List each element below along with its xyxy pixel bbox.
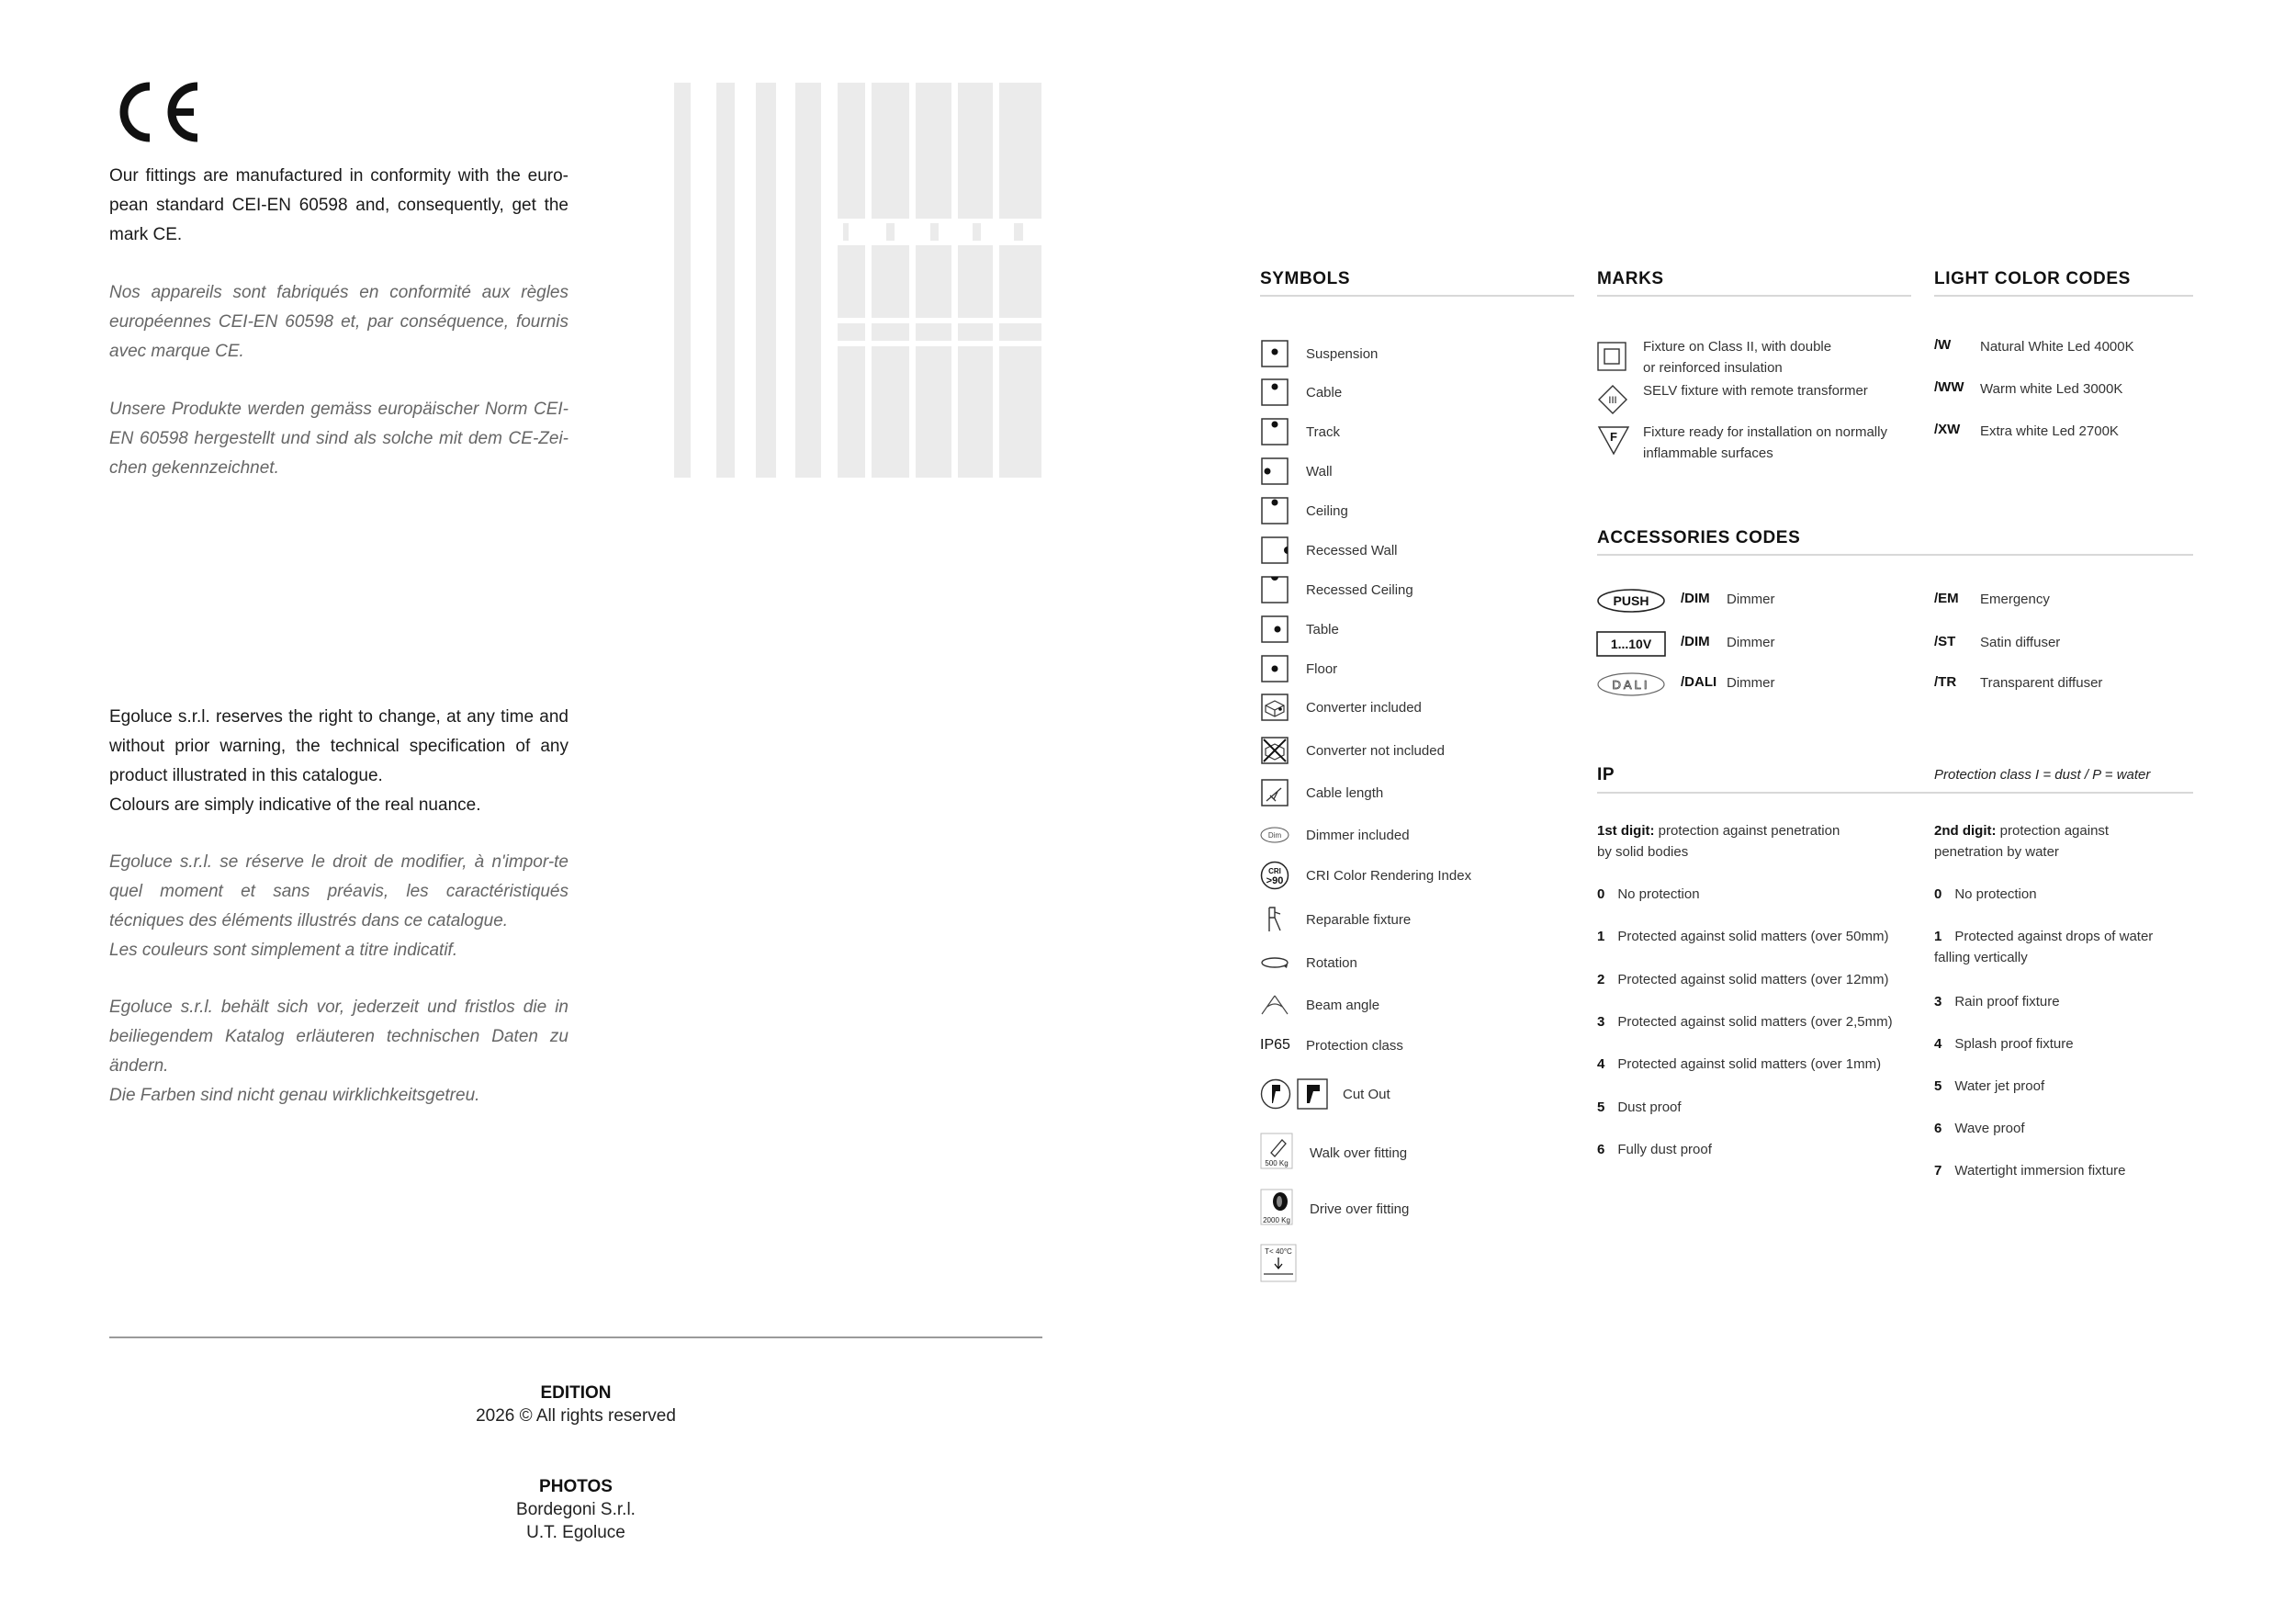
accessory-code: /DIM — [1681, 591, 1710, 606]
symbol-row: Recessed Ceiling — [1260, 575, 1413, 604]
accessory-desc: Satin diffuser — [1980, 635, 2061, 650]
push-badge-icon — [1596, 588, 1666, 614]
intro-english: Our fittings are manufactured in conformity with the euro-pean standard CEI-EN 60598 and, consequently, get the mark CE. — [109, 166, 568, 244]
ip65-icon: IP65 — [1260, 1037, 1290, 1053]
symbol-row: Cable — [1260, 378, 1342, 407]
accessories-title: ACCESSORIES CODES — [1597, 528, 1801, 547]
light-code: /XW — [1934, 422, 1961, 437]
symbol-row: Cut Out — [1260, 1079, 1390, 1109]
ip-first-row: 0 No protection — [1597, 886, 1700, 902]
symbol-row: Wall — [1260, 457, 1333, 486]
ip-first-row: 2 Protected against solid matters (over 12mm) — [1597, 972, 1889, 987]
beam-angle-icon — [1260, 990, 1289, 1020]
symbol-row — [1260, 1246, 1313, 1284]
light-code: /W — [1934, 337, 1952, 353]
ip-second-row: 3 Rain proof fixture — [1934, 994, 2060, 1009]
walk-over-icon — [1260, 1133, 1293, 1174]
symbol-row: Ceiling — [1260, 496, 1348, 525]
temperature-icon — [1260, 1244, 1297, 1287]
accessory-desc: Transparent diffuser — [1980, 675, 2103, 691]
class-ii-icon — [1597, 342, 1626, 371]
1-10v-badge-icon — [1596, 631, 1666, 657]
symbol-row: CRI >90 CRI Color Rendering Index — [1260, 861, 1471, 890]
converter-included-icon — [1260, 693, 1289, 722]
wall-icon — [1260, 457, 1289, 486]
selv-icon — [1597, 384, 1628, 415]
ip-second-row: 4 Splash proof fixture — [1934, 1036, 2074, 1052]
symbol-row: Table — [1260, 615, 1339, 644]
symbol-row: Beam angle — [1260, 990, 1379, 1020]
svg-text:2000 Kg: 2000 Kg — [1263, 1215, 1290, 1224]
svg-text:DALI: DALI — [1612, 678, 1650, 692]
dimmer-included-icon — [1260, 820, 1289, 850]
dali-badge-icon — [1596, 671, 1666, 697]
recessed-wall-icon — [1260, 536, 1289, 565]
ip-rule — [1597, 792, 2193, 794]
f-mark-text: Fixture ready for installation on normally inflammable surfaces — [1643, 424, 1887, 461]
marks-title: MARKS — [1597, 269, 1664, 288]
intro-german: Unsere Produkte werden gemäss europäischer Norm CEI-EN 60598 hergestellt und sind als solche mit dem CE-Zei-chen gekennzeichnet. — [109, 400, 568, 478]
recessed-ceiling-icon — [1260, 575, 1289, 604]
ip-first-row: 5 Dust proof — [1597, 1100, 1682, 1115]
ip-first-row: 3 Protected against solid matters (over 2,5mm) — [1597, 1014, 1893, 1030]
cable-icon — [1260, 378, 1289, 407]
accessory-code: /TR — [1934, 674, 1957, 690]
symbol-row: 2000 Kg Drive over fitting — [1260, 1190, 1409, 1227]
symbol-row: Dim Dimmer included — [1260, 820, 1410, 850]
marks-rule — [1597, 295, 1911, 297]
suspension-icon — [1260, 339, 1289, 368]
accessory-code: /DIM — [1681, 634, 1710, 649]
light-code-desc: Natural White Led 4000K — [1980, 339, 2134, 355]
ip-second-row: 7 Watertight immersion fixture — [1934, 1163, 2126, 1179]
table-icon — [1260, 615, 1289, 644]
cri-icon — [1260, 861, 1289, 890]
symbol-row: 500 Kg Walk over fitting — [1260, 1134, 1407, 1171]
svg-text:500 Kg: 500 Kg — [1265, 1158, 1289, 1167]
symbol-row: Converter not included — [1260, 736, 1445, 765]
light-code-desc: Warm white Led 3000K — [1980, 381, 2123, 397]
photos-block — [109, 1475, 1042, 1544]
svg-text:F: F — [1610, 430, 1617, 444]
accessory-code: /EM — [1934, 591, 1959, 606]
rotation-icon — [1260, 948, 1289, 977]
reparable-fixture-icon — [1260, 905, 1289, 934]
ip-second-row: 5 Water jet proof — [1934, 1078, 2045, 1094]
ip-second-digit-heading: 2nd digit: protection against penetration by water — [1934, 823, 2110, 860]
svg-text:III: III — [1608, 395, 1617, 406]
symbol-row: Suspension — [1260, 339, 1378, 368]
symbol-row: Reparable fixture — [1260, 905, 1411, 934]
rights-french: Egoluce s.r.l. se réserve le droit de modifier, à n'impor-te quel moment et sans préavis, les caractéristiqués técniques des éléments illustrés dans ce catalogue. Les couleurs sont simplement a titre indicatif. — [109, 852, 568, 960]
photos-line2: U.T. Egoluce — [526, 1523, 625, 1542]
ip-title: IP — [1597, 765, 1615, 784]
symbol-row: Recessed Wall — [1260, 536, 1397, 565]
accessory-desc: Emergency — [1980, 592, 2050, 607]
symbol-row: Floor — [1260, 654, 1337, 683]
rights-english: Egoluce s.r.l. reserves the right to change, at any time and without prior warning, the technical specification of any product illustrated in this catalogue. Colours are simply indicative of the real nuance. — [109, 707, 568, 815]
ip-first-row: 4 Protected against solid matters (over 1mm) — [1597, 1056, 1882, 1072]
ip-second-row: 6 Wave proof — [1934, 1121, 2025, 1136]
symbol-row: IP65 Protection class — [1260, 1037, 1403, 1054]
track-icon — [1260, 417, 1289, 446]
intro-french: Nos appareils sont fabriqués en conformité aux règles européennes CEI-EN 60598 et, par conséquence, fournis avec marque CE. — [109, 283, 568, 361]
edition-block — [109, 1382, 1042, 1427]
accessory-desc: Dimmer — [1727, 635, 1775, 650]
accessory-code: /ST — [1934, 634, 1956, 649]
cable-length-icon — [1260, 778, 1289, 807]
ip-second-row: 1 Protected against drops of water falling vertically — [1934, 929, 2154, 965]
accessories-rule — [1597, 554, 2193, 556]
svg-text:1...10V: 1...10V — [1610, 637, 1652, 651]
light-code-desc: Extra white Led 2700K — [1980, 423, 2119, 439]
light-code: /WW — [1934, 379, 1964, 395]
symbol-row: Rotation — [1260, 948, 1357, 977]
ip-first-digit-heading: 1st digit: protection against penetration by solid bodies — [1597, 823, 1840, 860]
svg-text:PUSH: PUSH — [1613, 593, 1649, 608]
selv-text: SELV fixture with remote transformer — [1643, 383, 1868, 399]
accessory-desc: Dimmer — [1727, 675, 1775, 691]
edition-title: EDITION — [540, 1383, 612, 1403]
svg-text:>90: >90 — [1266, 875, 1284, 886]
ip-note: Protection class I = dust / P = water — [1934, 767, 2151, 783]
ip-second-row: 0 No protection — [1934, 886, 2037, 902]
ip-first-row: 6 Fully dust proof — [1597, 1142, 1712, 1157]
converter-not-included-icon — [1260, 736, 1289, 765]
symbols-rule — [1260, 295, 1574, 297]
edition-text: 2026 © All rights reserved — [476, 1406, 676, 1426]
divider — [109, 1336, 1042, 1338]
cut-out-icon — [1260, 1078, 1328, 1110]
symbols-title: SYMBOLS — [1260, 269, 1351, 288]
ip-first-row: 1 Protected against solid matters (over 50mm) — [1597, 929, 1889, 944]
floor-icon — [1260, 654, 1289, 683]
ce-mark-icon — [109, 81, 201, 143]
svg-text:CRI: CRI — [1268, 867, 1281, 875]
ceiling-icon — [1260, 496, 1289, 525]
rights-german: Egoluce s.r.l. behält sich vor, jederzeit und fristlos die in beiliegendem Katalog erläuteren technischen Daten zu ändern. Die Farben sind nicht genau wirklichkeitsgetreu. — [109, 998, 568, 1105]
light-codes-title: LIGHT COLOR CODES — [1934, 269, 2131, 288]
symbol-row: Converter included — [1260, 693, 1422, 722]
photos-line1: Bordegoni S.r.l. — [516, 1500, 636, 1519]
decorative-stripes — [674, 83, 1041, 478]
class-ii-text: Fixture on Class II, with double or reinforced insulation — [1643, 339, 1832, 376]
f-mark-icon — [1597, 424, 1630, 456]
drive-over-icon — [1260, 1189, 1293, 1230]
symbol-row: Track — [1260, 417, 1340, 446]
light-codes-rule — [1934, 295, 2193, 297]
accessory-code: /DALI — [1681, 674, 1717, 690]
svg-text:T< 40°C: T< 40°C — [1265, 1246, 1292, 1256]
symbol-row: Cable length — [1260, 778, 1383, 807]
svg-text:Dim: Dim — [1267, 831, 1282, 840]
accessory-desc: Dimmer — [1727, 592, 1775, 607]
photos-title: PHOTOS — [539, 1477, 613, 1496]
